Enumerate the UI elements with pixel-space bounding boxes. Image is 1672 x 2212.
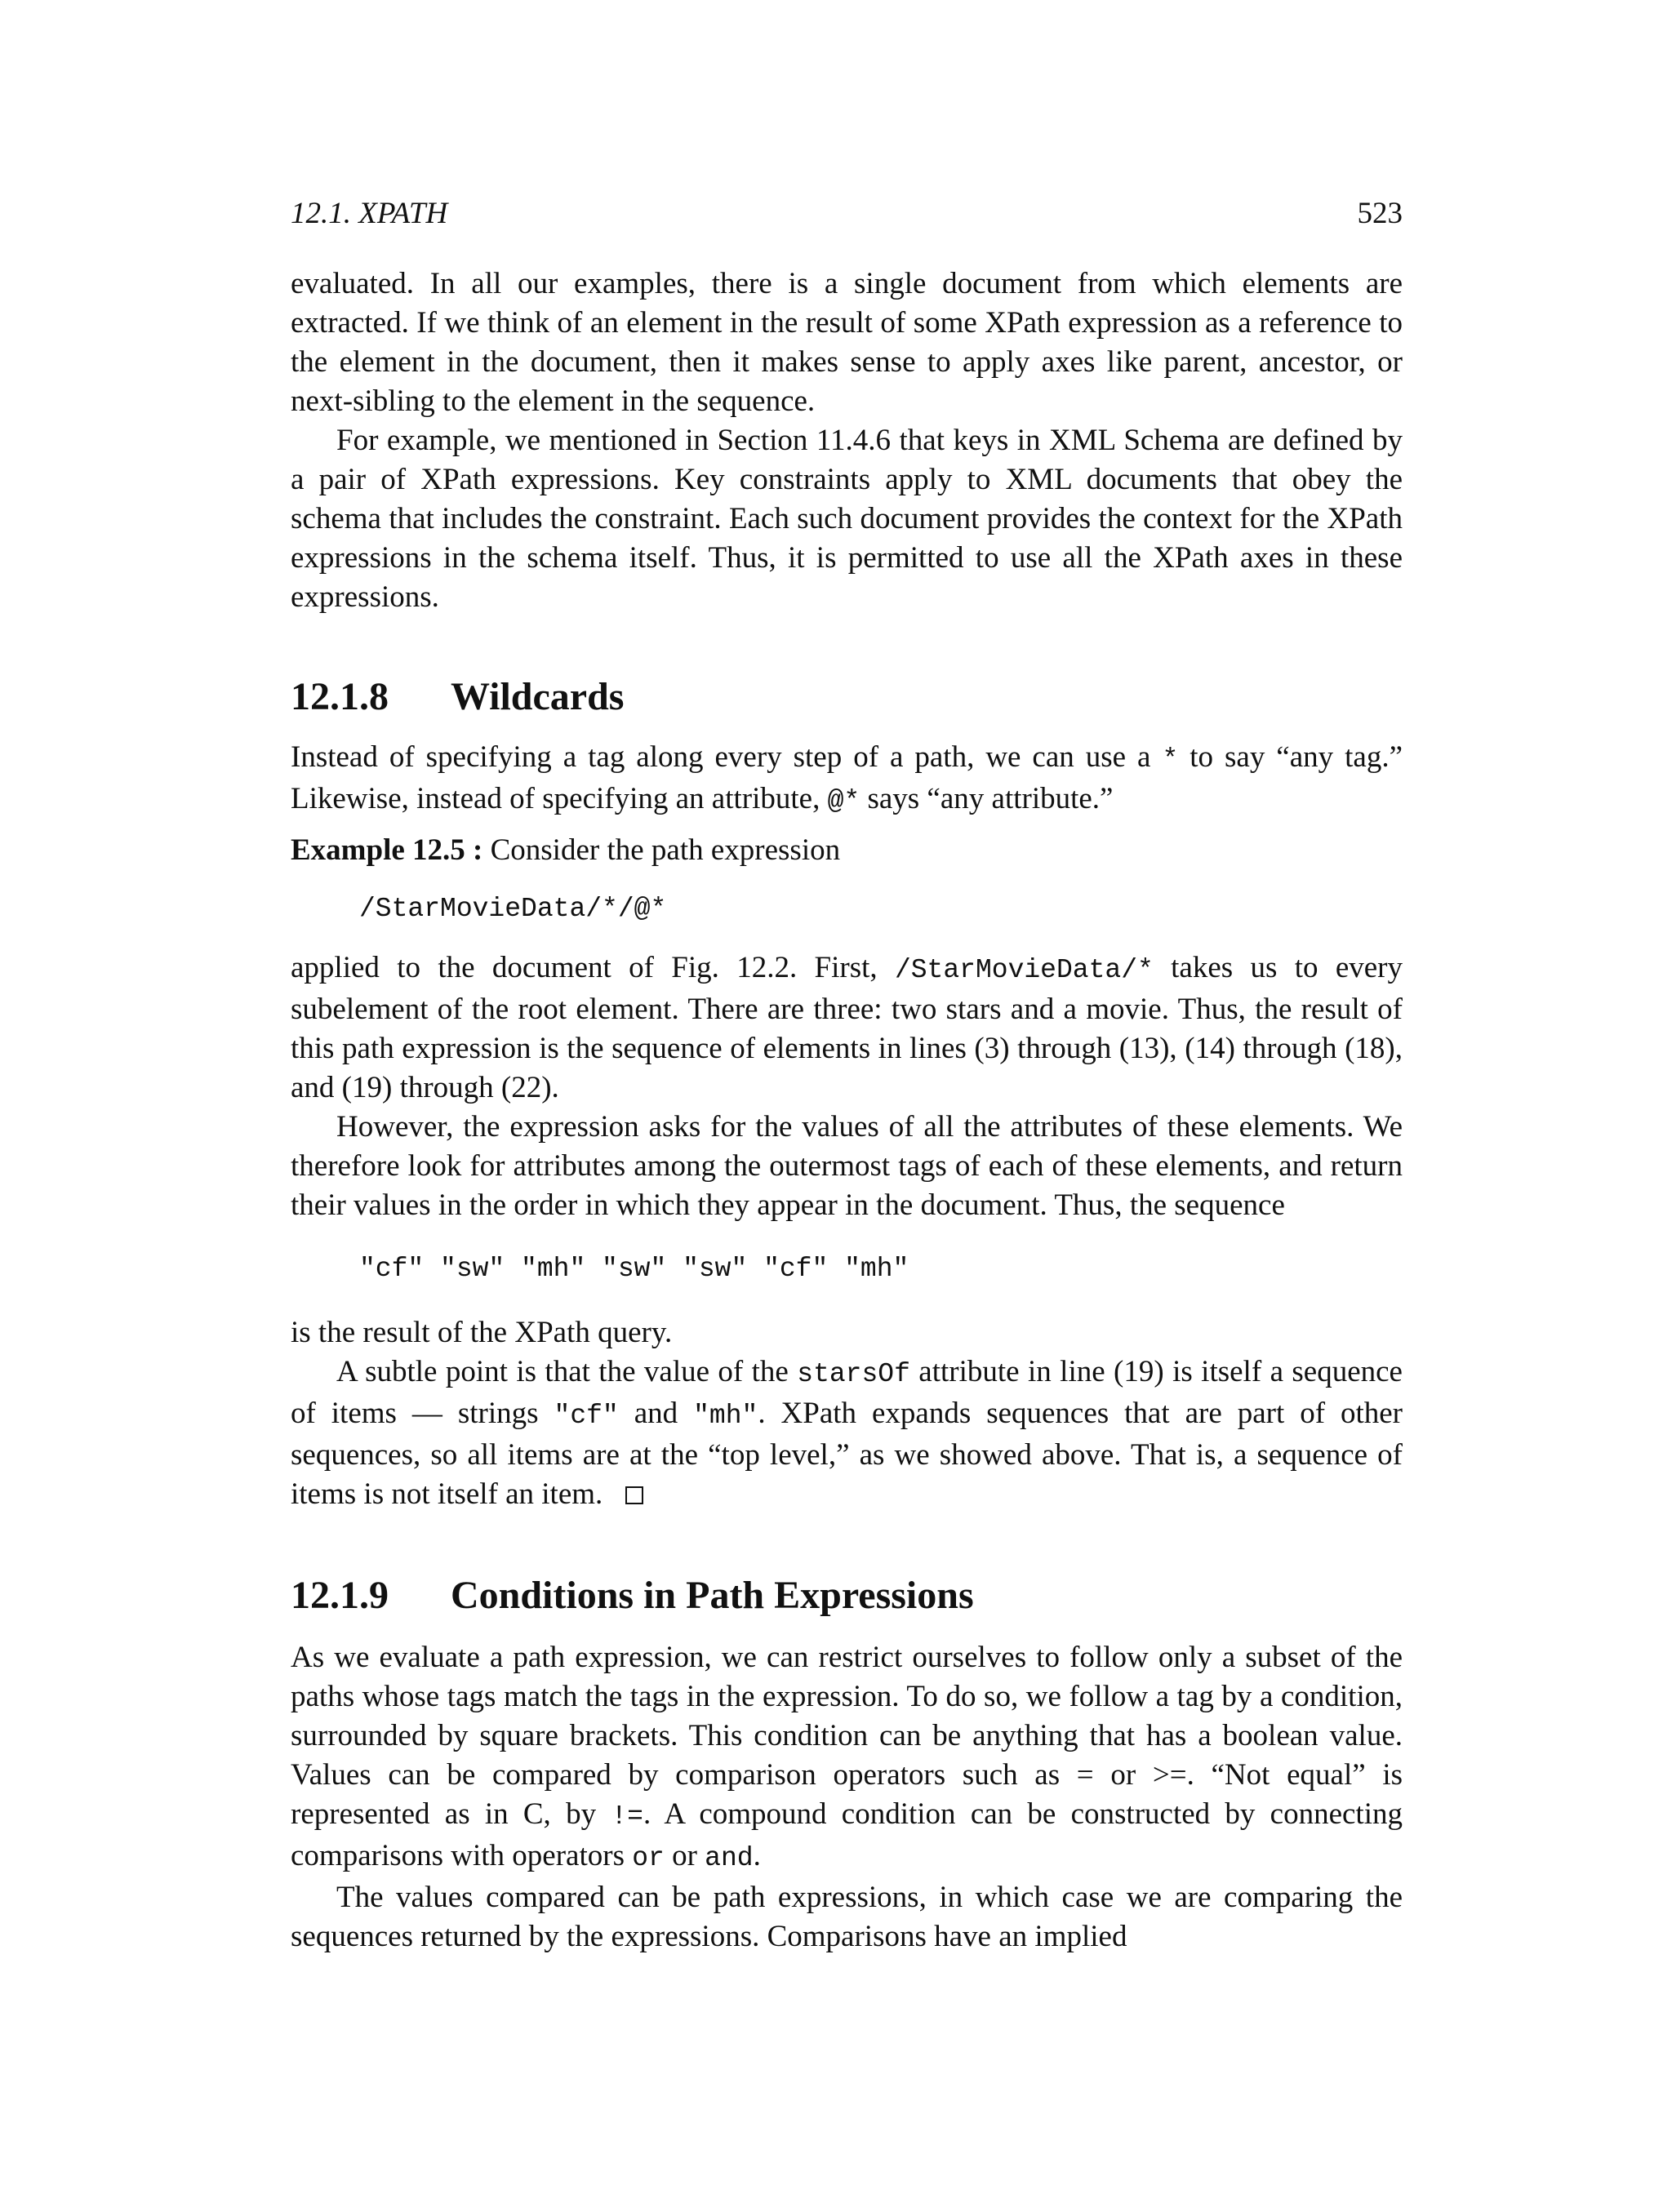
inline-code: @* bbox=[827, 786, 860, 816]
example-label: Example 12.5 : bbox=[291, 833, 483, 867]
inline-code: "cf" bbox=[554, 1401, 619, 1431]
example-12-5-lead: Example 12.5 : Consider the path expression bbox=[291, 833, 841, 867]
paragraph-values-compared: The values compared can be path expressions, in which case we are comparing the sequences returned by the expressions. Comparisons have an implied bbox=[291, 1881, 1403, 1953]
paragraph-evaluated: evaluated. In all our examples, there is a single document from which elements are extracted. If we think of an element in the result of some XPath expression as a reference to the element in the document, then it makes sense to apply axes like parent, ancestor, or next-sibling to the element in the sequence. bbox=[291, 267, 1403, 418]
paragraph-wildcards-intro: Instead of specifying a tag along every step of a path, we can use a * to say “any tag.” Likewise, instead of specifying an attribute, @* says “any attribute.” bbox=[291, 740, 1403, 816]
paragraph-conditions-intro: As we evaluate a path expression, we can restrict ourselves to follow only a subset of the paths whose tags match the tags in the expression. To do so, we follow a tag by a condition, surrounded by square brackets. This condition can be anything that has a boolean value. Values can be compared by comparison operators such as = or >=. “Not equal” is represented as in C, by !=. A compound condition can be constructed by connecting comparisons with operators or or and. bbox=[291, 1641, 1403, 1873]
inline-code: or bbox=[632, 1843, 665, 1873]
end-of-example-square-icon bbox=[625, 1486, 643, 1504]
running-header-section: 12.1. XPATH bbox=[291, 197, 448, 230]
section-title: Conditions in Path Expressions bbox=[451, 1574, 974, 1617]
inline-code: "mh" bbox=[693, 1401, 758, 1431]
path-expression-display: /StarMovieData/*/@* bbox=[359, 894, 667, 924]
section-number: 12.1.9 bbox=[291, 1574, 389, 1617]
section-title: Wildcards bbox=[451, 675, 625, 718]
book-page bbox=[291, 196, 1403, 1957]
page-number: 523 bbox=[1357, 197, 1403, 230]
paragraph-however: However, the expression asks for the values of all the attributes of these elements. We therefore look for attributes among the outermost tags of each of these elements, and return their values in the order in which they appear in the document. Thus, the sequence bbox=[291, 1110, 1403, 1222]
section-heading-conditions bbox=[291, 1571, 1403, 1620]
section-number: 12.1.8 bbox=[291, 675, 389, 718]
paragraph-keys-example: For example, we mentioned in Section 11.4.6 that keys in XML Schema are defined by a pair of XPath expressions. Key constraints apply to XML documents that obey the schema that includes the constraint. Each such document provides the context for the XPath expressions in the schema itself. Thus, it is permitted to use all the XPath axes in these expressions. bbox=[291, 424, 1403, 614]
paragraph-subtle-point: A subtle point is that the value of the starsOf attribute in line (19) is itself a sequence of items — strings "cf" and "mh". XPath expands sequences that are part of other sequences, so all items are at the “top level,” as we showed above. That is, a sequence of items is not itself an item. bbox=[291, 1355, 1403, 1511]
running-header bbox=[291, 196, 1403, 232]
inline-code: /StarMovieData/* bbox=[894, 955, 1154, 985]
inline-code: * bbox=[1162, 744, 1179, 775]
inline-code: starsOf bbox=[797, 1359, 910, 1389]
paragraph-applied: applied to the document of Fig. 12.2. First, /StarMovieData/* takes us to every subelement of the root element. There are three: two stars and a movie. Thus, the result of this path expression is the sequence of elements in lines (3) through (13), (14) through (18), and (19) through (22). bbox=[291, 951, 1403, 1104]
inline-code: and bbox=[705, 1843, 754, 1873]
paragraph-result: is the result of the XPath query. bbox=[291, 1316, 673, 1349]
inline-code: != bbox=[611, 1801, 643, 1832]
result-sequence-display: "cf" "sw" "mh" "sw" "sw" "cf" "mh" bbox=[359, 1254, 909, 1284]
section-heading-wildcards bbox=[291, 673, 1403, 722]
